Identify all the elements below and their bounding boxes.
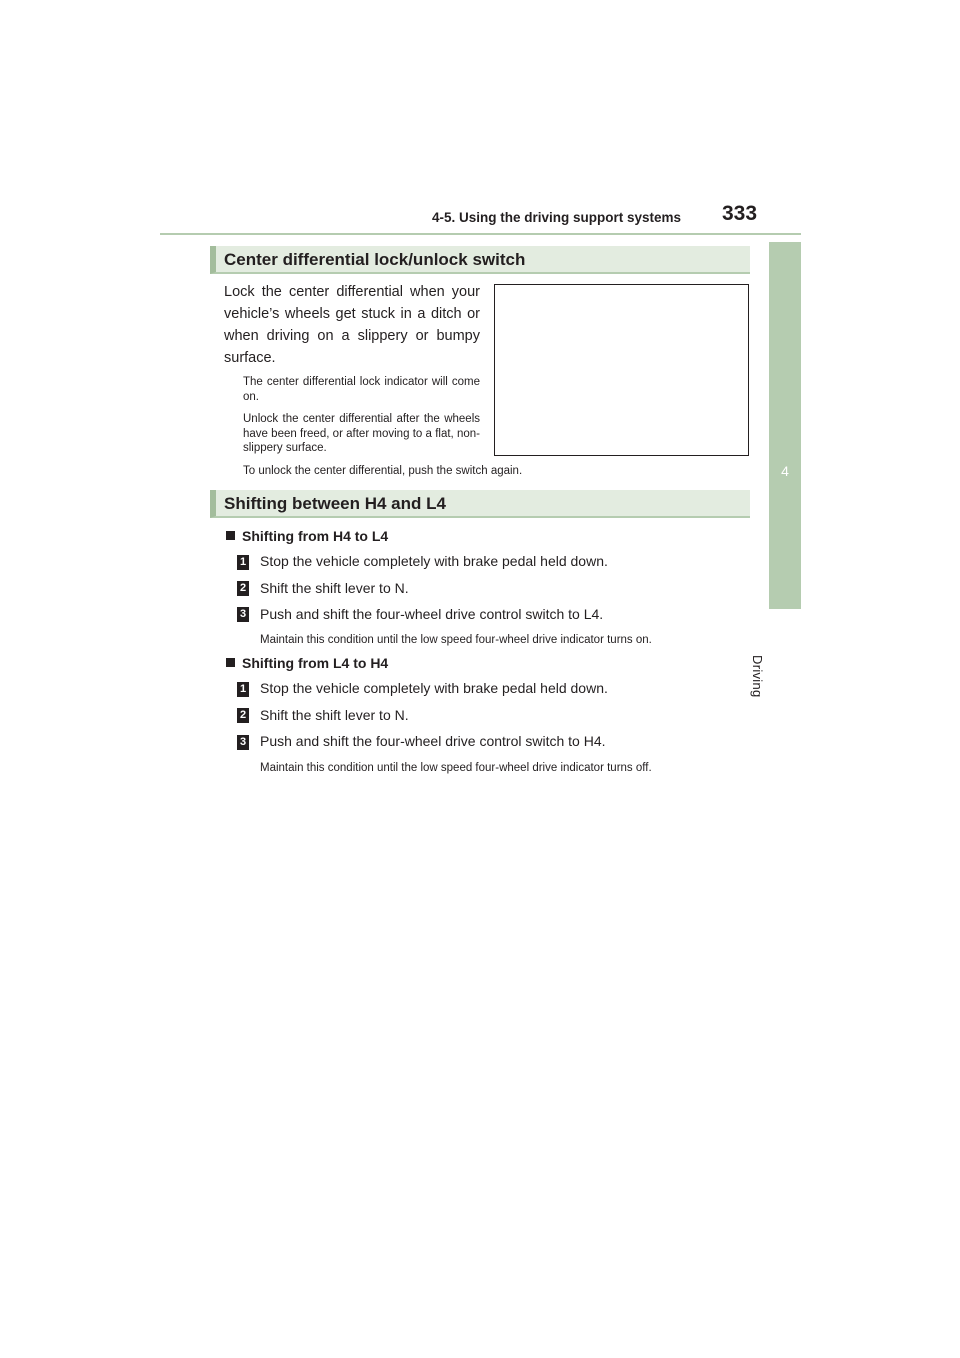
section1-note: The center differential lock indicator will come on. bbox=[243, 376, 480, 403]
step-text: Stop the vehicle completely with brake pedal held down. bbox=[260, 553, 608, 569]
illustration-frame bbox=[494, 284, 749, 456]
square-bullet-icon bbox=[226, 531, 235, 540]
section-heading-text: Center differential lock/unlock switch bbox=[224, 250, 526, 269]
step-number-badge: 2 bbox=[237, 708, 249, 723]
subheading-text: Shifting from H4 to L4 bbox=[242, 528, 389, 544]
section1-note: Unlock the center differential after the wheels have been freed, or after moving to a flat, non-slippery surface. bbox=[243, 413, 480, 454]
chapter-tab bbox=[769, 242, 801, 609]
step-number-badge: 2 bbox=[237, 581, 249, 596]
chapter-tab-number: 4 bbox=[781, 463, 789, 479]
step-number-badge: 3 bbox=[237, 607, 249, 622]
step-number-badge: 1 bbox=[237, 555, 249, 570]
subheading-h4-to-l4 bbox=[226, 528, 388, 544]
chapter-tab-label: Driving bbox=[750, 655, 765, 698]
step-text: Shift the shift lever to N. bbox=[260, 707, 409, 723]
step-text: Push and shift the four-wheel drive control switch to H4. bbox=[260, 733, 606, 749]
section-heading-center-differential bbox=[210, 246, 750, 274]
section-heading-shifting-h4-l4 bbox=[210, 490, 750, 518]
page-number: 333 bbox=[722, 202, 758, 225]
step-number-badge: 1 bbox=[237, 682, 249, 697]
running-header-title: 4-5. Using the driving support systems bbox=[432, 210, 682, 225]
step-note: Maintain this condition until the low speed four-wheel drive indicator turns off. bbox=[260, 762, 652, 774]
subheading-text: Shifting from L4 to H4 bbox=[242, 655, 389, 671]
section1-lead-text: Lock the center differential when your vehicle’s wheels get stuck in a ditch or when driving on a slippery or bumpy surface. bbox=[224, 284, 480, 366]
subheading-l4-to-h4 bbox=[226, 655, 388, 671]
square-bullet-icon bbox=[226, 658, 235, 667]
section-heading-text: Shifting between H4 and L4 bbox=[224, 494, 446, 513]
step-note: Maintain this condition until the low speed four-wheel drive indicator turns on. bbox=[260, 634, 652, 646]
step-text: Stop the vehicle completely with brake pedal held down. bbox=[260, 680, 608, 696]
header-rule bbox=[160, 233, 801, 235]
step-text: Push and shift the four-wheel drive control switch to L4. bbox=[260, 606, 604, 622]
section1-note: To unlock the center differential, push the switch again. bbox=[243, 465, 523, 477]
step-text: Shift the shift lever to N. bbox=[260, 580, 409, 596]
step-number-badge: 3 bbox=[237, 735, 249, 750]
